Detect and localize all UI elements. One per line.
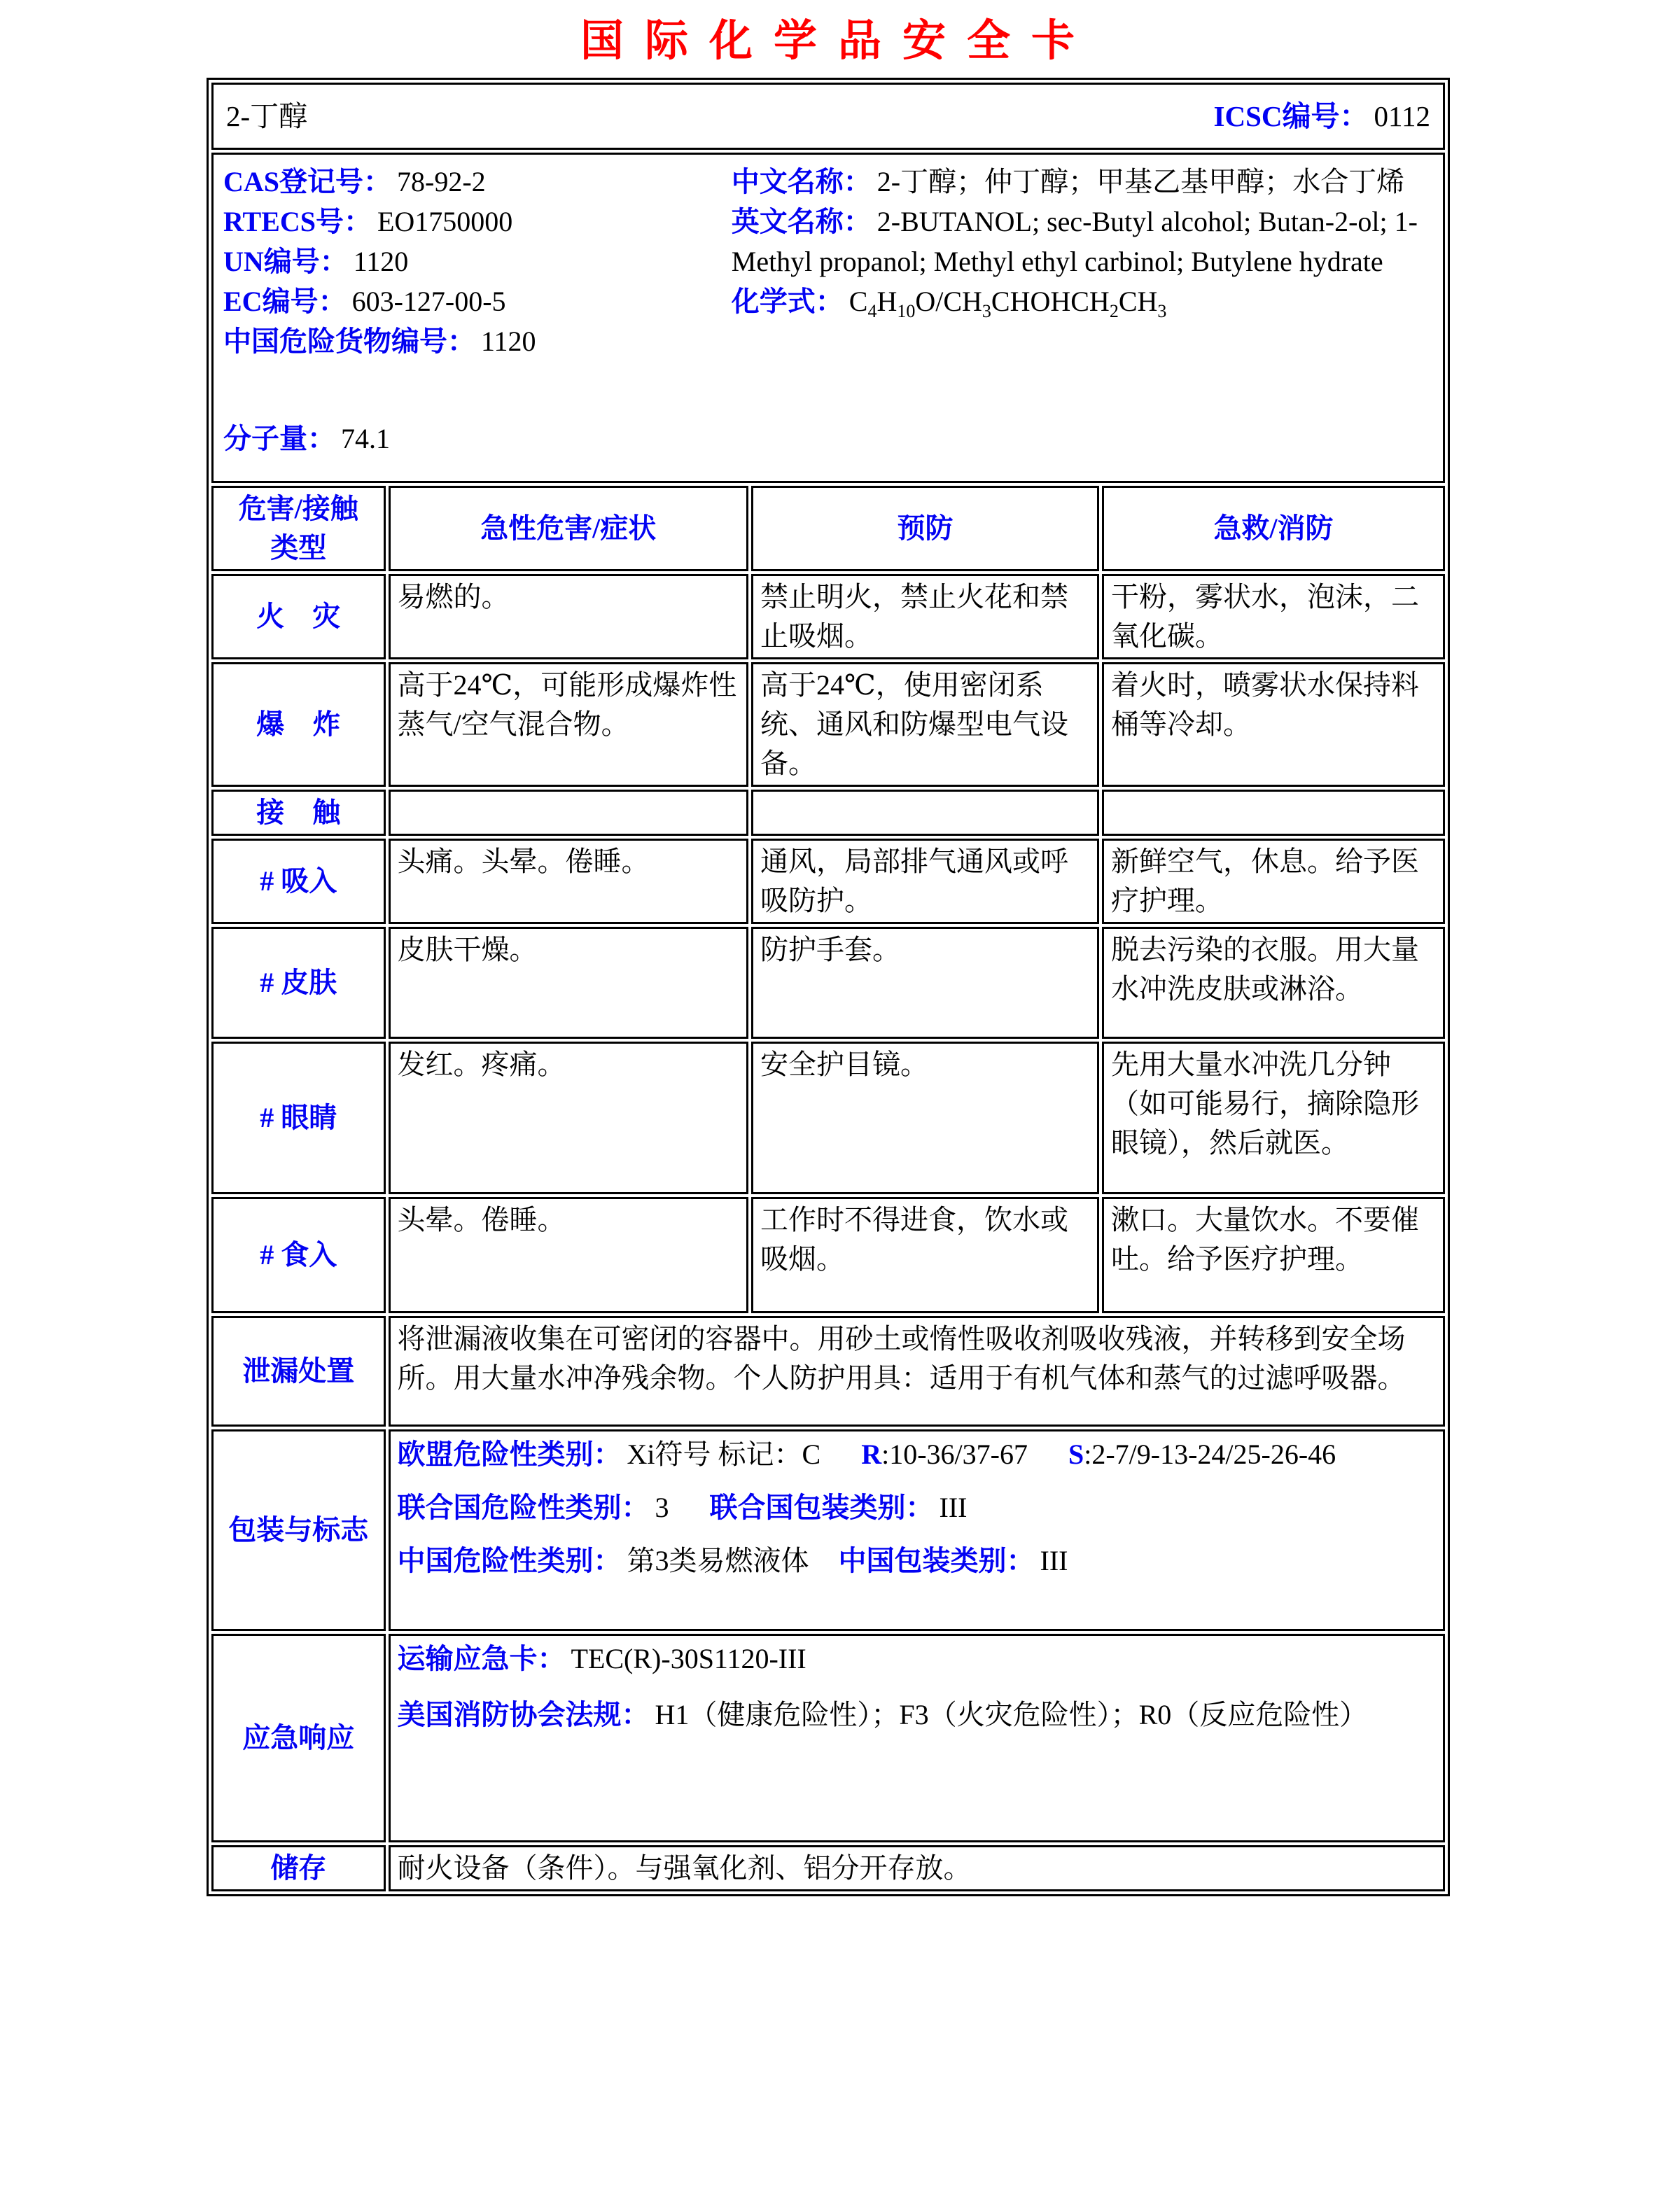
ingestion-symptoms-cell: 头晕。倦睡。 <box>389 1197 749 1313</box>
eyes-symptoms-cell: 发红。疼痛。 <box>389 1042 749 1194</box>
eyes-prevention-cell: 安全护目镜。 <box>751 1042 1099 1194</box>
chinese-name-paragraph <box>732 162 1433 202</box>
molecular-weight-value: 74.1 <box>341 423 390 454</box>
table-row-emergency <box>211 1634 1445 1842</box>
chinese-name-label: 中文名称： <box>731 166 872 197</box>
icsc-number-label: ICSC编号： <box>1213 100 1369 132</box>
un-class-line <box>398 1486 1437 1530</box>
row-label-explosion: 爆 炸 <box>211 662 386 787</box>
explosion-first-aid-cell: 着火时，喷雾状水保持料桶等冷却。 <box>1102 662 1445 787</box>
first-aid-header: 急救/消防 <box>1102 486 1445 571</box>
un-hazard-class-label: 联合国危险性类别： <box>397 1492 650 1523</box>
fire-symptoms-cell: 易燃的。 <box>389 574 749 659</box>
china-dg-number-line <box>223 321 732 361</box>
formula-paragraph <box>732 281 1433 321</box>
row-label-eyes: # 眼睛 <box>211 1042 386 1194</box>
china-dg-number-label: 中国危险货物编号： <box>223 326 475 357</box>
english-name-paragraph <box>732 202 1433 281</box>
nfpa-value: H1（健康危险性）；F3（火灾危险性）；R0（反应危险性） <box>655 1699 1368 1730</box>
r-phrase-value: :10-36/37-67 <box>881 1438 1028 1470</box>
english-name-value: 2-BUTANOL; sec-Butyl alcohol; Butan-2-ol; 1-Methyl propanol; Methyl ethyl carbinol; Butylene hydrate <box>731 206 1418 277</box>
card-header-cell <box>211 83 1445 150</box>
row-label-inhalation: # 吸入 <box>211 839 386 924</box>
table-row-spillage <box>211 1316 1445 1427</box>
eu-hazard-class-label: 欧盟危险性类别： <box>397 1438 622 1470</box>
transport-card-value: TEC(R)-30S1120-III <box>571 1643 806 1674</box>
eu-hazard-mark: Xi符号 标记：C <box>627 1438 821 1470</box>
contact-first-aid-cell <box>1102 790 1445 836</box>
row-label-emergency: 应急响应 <box>211 1634 386 1842</box>
cas-number-line <box>223 162 732 202</box>
explosion-symptoms-cell: 高于24℃，可能形成爆炸性蒸气/空气混合物。 <box>389 662 749 787</box>
ec-number-label: EC编号： <box>223 286 347 317</box>
molecular-weight-line <box>223 419 732 458</box>
rtecs-number-line <box>223 202 732 241</box>
un-number-value: 1120 <box>353 246 409 277</box>
molecular-weight-label: 分子量： <box>223 423 335 454</box>
s-phrase-label: S <box>1068 1438 1084 1470</box>
packaging-content-cell <box>389 1429 1446 1631</box>
transport-card-line <box>398 1637 1437 1681</box>
hazard-header-row <box>211 486 1445 571</box>
emergency-content-cell <box>389 1634 1446 1842</box>
storage-text-cell: 耐火设备（条件）。与强氧化剂、铝分开存放。 <box>389 1845 1446 1891</box>
table-row-ingestion <box>211 1197 1445 1313</box>
symptoms-header: 急性危害/症状 <box>389 486 749 571</box>
row-label-fire: 火 灾 <box>211 574 386 659</box>
china-class-line <box>398 1539 1437 1583</box>
icsc-number-value: 0112 <box>1374 100 1430 132</box>
un-pack-group-value: III <box>939 1492 968 1523</box>
icsc-number <box>1214 97 1430 136</box>
spillage-text-cell: 将泄漏液收集在可密闭的容器中。用砂土或惰性吸收剂吸收残液，并转移到安全场所。用大量水冲净残余物。个人防护用具：适用于有机气体和蒸气的过滤呼吸器。 <box>389 1316 1446 1427</box>
china-hazard-class-value: 第3类易燃液体 <box>627 1545 809 1576</box>
prevention-header: 预防 <box>751 486 1099 571</box>
hazard-type-header <box>211 486 386 571</box>
row-label-storage: 储存 <box>211 1845 386 1891</box>
english-name-label: 英文名称： <box>731 206 872 237</box>
table-row-fire <box>211 574 1445 659</box>
un-number-label: UN编号： <box>223 246 348 277</box>
eyes-first-aid-cell: 先用大量水冲洗几分钟（如可能易行，摘除隐形眼镜），然后就医。 <box>1102 1042 1445 1194</box>
cas-number-label: CAS登记号： <box>223 166 392 197</box>
icsc-card-page <box>0 6 1655 1896</box>
un-hazard-class-value: 3 <box>655 1492 669 1523</box>
hazard-type-header-line2: 类型 <box>270 532 327 564</box>
un-pack-group-label: 联合国包装类别： <box>709 1492 934 1523</box>
skin-symptoms-cell: 皮肤干燥。 <box>389 927 749 1039</box>
nfpa-line <box>398 1693 1437 1737</box>
china-pack-group-value: III <box>1040 1545 1068 1576</box>
formula-value: $C_4H_{10}O/CH_3CHOHCH_2CH_3$ <box>849 286 1167 321</box>
table-row-explosion <box>211 662 1445 787</box>
rtecs-number-label: RTECS号： <box>223 206 372 237</box>
china-pack-group-label: 中国包装类别： <box>838 1545 1035 1576</box>
table-row-skin <box>211 927 1445 1039</box>
inhalation-first-aid-cell: 新鲜空气，休息。给予医疗护理。 <box>1102 839 1445 924</box>
skin-prevention-cell: 防护手套。 <box>751 927 1099 1039</box>
identity-left-column <box>223 162 732 458</box>
rtecs-number-value: EO1750000 <box>377 206 513 237</box>
row-label-packaging: 包装与标志 <box>211 1429 386 1631</box>
row-label-contact: 接 触 <box>211 790 386 836</box>
identity-cell <box>211 153 1445 483</box>
fire-first-aid-cell: 干粉，雾状水，泡沫，二氧化碳。 <box>1102 574 1445 659</box>
identity-row <box>211 153 1445 483</box>
row-label-spillage: 泄漏处置 <box>211 1316 386 1427</box>
china-hazard-class-label: 中国危险性类别： <box>397 1545 622 1576</box>
transport-card-label: 运输应急卡： <box>397 1643 566 1674</box>
s-phrase-value: :2-7/9-13-24/25-26-46 <box>1084 1438 1336 1470</box>
ingestion-prevention-cell: 工作时不得进食，饮水或吸烟。 <box>751 1197 1099 1313</box>
hazard-type-header-line1: 危害/接触 <box>238 493 358 524</box>
eu-hazard-class-line <box>398 1433 1437 1476</box>
row-label-skin: # 皮肤 <box>211 927 386 1039</box>
contact-symptoms-cell <box>389 790 749 836</box>
table-row-inhalation <box>211 839 1445 924</box>
explosion-prevention-cell: 高于24℃，使用密闭系统、通风和防爆型电气设备。 <box>751 662 1099 787</box>
table-row-eyes <box>211 1042 1445 1194</box>
ec-number-line <box>223 281 732 321</box>
substance-name: 2-丁醇 <box>226 100 308 132</box>
icsc-card-table <box>207 78 1450 1896</box>
identity-right-column <box>732 162 1433 458</box>
card-header-flex <box>221 86 1436 146</box>
contact-prevention-cell <box>751 790 1099 836</box>
china-dg-number-value: 1120 <box>481 326 536 357</box>
formula-label: 化学式： <box>731 286 844 317</box>
un-number-line <box>223 241 732 281</box>
skin-first-aid-cell: 脱去污染的衣服。用大量水冲洗皮肤或淋浴。 <box>1102 927 1445 1039</box>
fire-prevention-cell: 禁止明火，禁止火花和禁止吸烟。 <box>751 574 1099 659</box>
chinese-name-value: 2-丁醇；仲丁醇；甲基乙基甲醇；水合丁烯 <box>877 166 1405 197</box>
nfpa-label: 美国消防协会法规： <box>397 1699 650 1730</box>
r-phrase-label: R <box>861 1438 882 1470</box>
ec-number-value: 603-127-00-5 <box>351 286 506 317</box>
identity-columns <box>223 162 1433 458</box>
ingestion-first-aid-cell: 漱口。大量饮水。不要催吐。给予医疗护理。 <box>1102 1197 1445 1313</box>
row-label-ingestion: # 食入 <box>211 1197 386 1313</box>
table-row-contact <box>211 790 1445 836</box>
inhalation-symptoms-cell: 头痛。头晕。倦睡。 <box>389 839 749 924</box>
card-header-row <box>211 83 1445 150</box>
cas-number-value: 78-92-2 <box>397 166 486 197</box>
table-row-storage <box>211 1845 1445 1891</box>
table-row-packaging <box>211 1429 1445 1631</box>
inhalation-prevention-cell: 通风，局部排气通风或呼吸防护。 <box>751 839 1099 924</box>
page-title: 国际化学品安全卡 <box>580 18 1096 65</box>
